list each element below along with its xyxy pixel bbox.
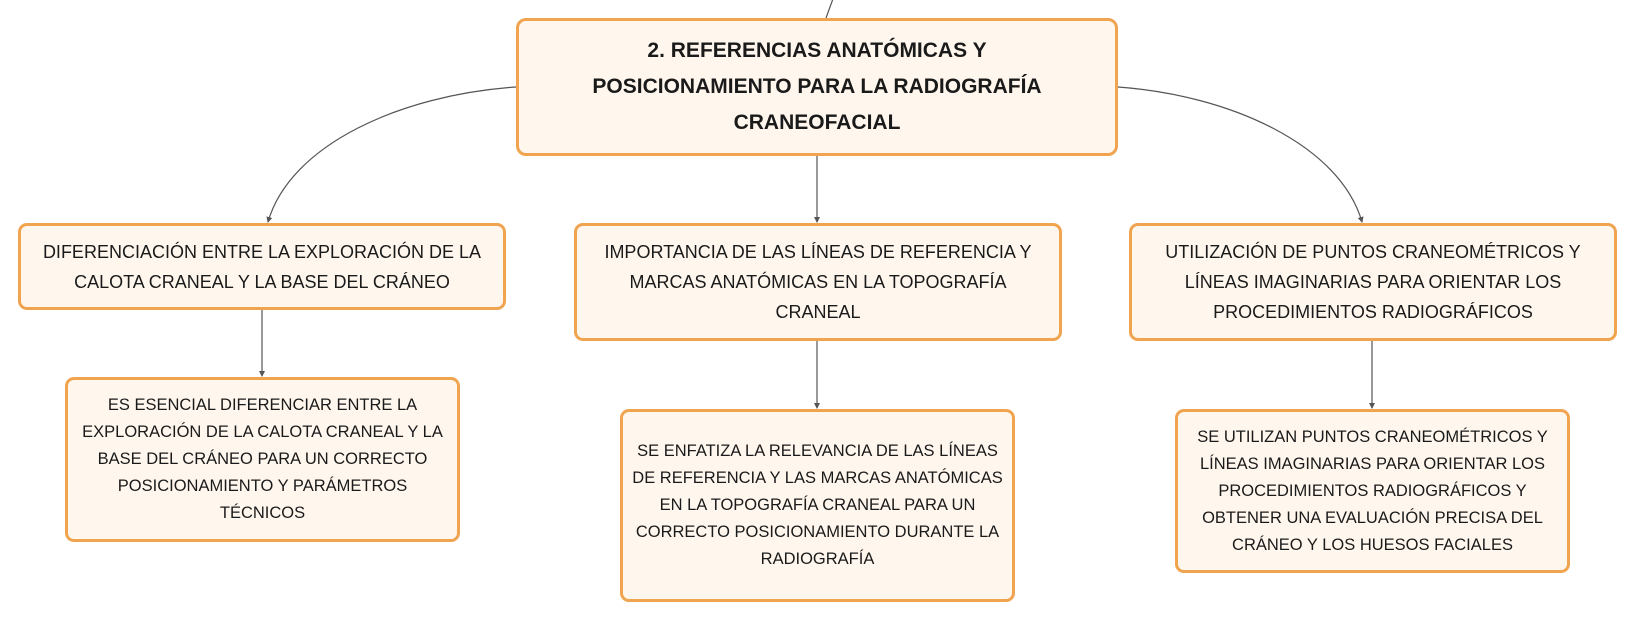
connector-root-to-branch-3 [1118,87,1362,222]
root-topic-node[interactable] [516,18,1118,156]
branch-node-puntos-craneometricos[interactable] [1129,223,1617,341]
detail-node-lineas-referencia[interactable] [620,409,1015,602]
branch-node-lineas-referencia[interactable] [574,223,1062,341]
root-topic-text: 2. REFERENCIAS ANATÓMICAS Y POSICIONAMIENTO PARA LA RADIOGRAFÍA CRANEOFACIAL [592,39,1042,134]
branch-text: UTILIZACIÓN DE PUNTOS CRANEOMÉTRICOS Y LÍNEAS IMAGINARIAS PARA ORIENTAR LOS PROCEDIMIENTOS RADIOGRÁFICOS [1165,242,1581,322]
detail-text: ES ESENCIAL DIFERENCIAR ENTRE LA EXPLORACIÓN DE LA CALOTA CRANEAL Y LA BASE DEL CRÁNEO PARA UN CORRECTO POSICIONAMIENTO Y PARÁMETROS TÉCNICOS [82,396,443,522]
connector-incoming [826,0,834,18]
detail-node-puntos-craneometricos[interactable] [1175,409,1570,573]
connector-root-to-branch-1 [268,87,516,222]
branch-node-calota-base[interactable] [18,223,506,310]
detail-node-calota-base[interactable] [65,377,460,542]
detail-text: SE UTILIZAN PUNTOS CRANEOMÉTRICOS Y LÍNEAS IMAGINARIAS PARA ORIENTAR LOS PROCEDIMIENTOS RADIOGRÁFICOS Y OBTENER UNA EVALUACIÓN PRECISA DEL CRÁNEO Y LOS HUESOS FACIALES [1197,427,1548,554]
detail-text: SE ENFATIZA LA RELEVANCIA DE LAS LÍNEAS DE REFERENCIA Y LAS MARCAS ANATÓMICAS EN LA TOPOGRAFÍA CRANEAL PARA UN CORRECTO POSICIONAMIENTO DURANTE LA RADIOGRAFÍA [632,442,1003,568]
branch-text: DIFERENCIACIÓN ENTRE LA EXPLORACIÓN DE LA CALOTA CRANEAL Y LA BASE DEL CRÁNEO [42,241,482,292]
branch-text: IMPORTANCIA DE LAS LÍNEAS DE REFERENCIA Y MARCAS ANATÓMICAS EN LA TOPOGRAFÍA CRANEAL [604,242,1032,322]
